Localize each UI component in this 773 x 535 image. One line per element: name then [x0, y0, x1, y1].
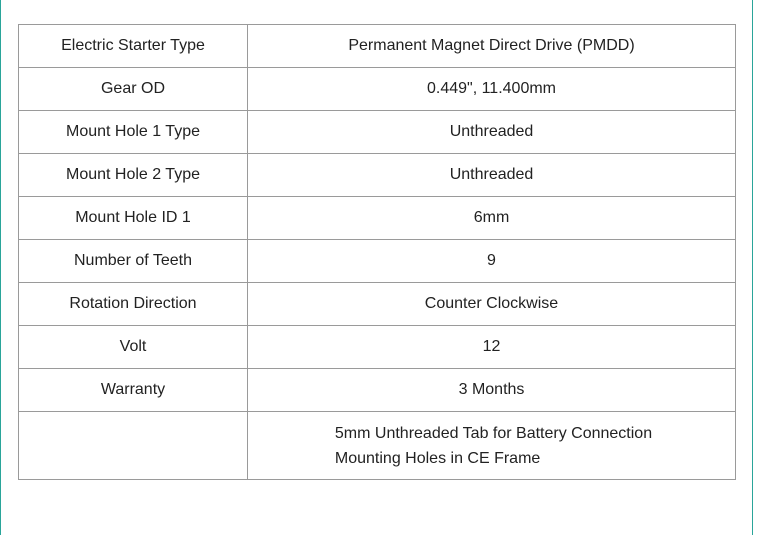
spec-value: 12: [248, 326, 736, 369]
specifications-table: [18, 24, 736, 480]
notes-label: [19, 412, 248, 480]
spec-value: 9: [248, 240, 736, 283]
note-line: 5mm Unthreaded Tab for Battery Connection: [334, 424, 653, 442]
spec-label: Mount Hole ID 1: [19, 197, 248, 240]
spec-label: Number of Teeth: [19, 240, 248, 283]
table-row: [19, 283, 736, 326]
spec-label: Rotation Direction: [19, 283, 248, 326]
spec-value: Unthreaded: [248, 154, 736, 197]
spec-label: Mount Hole 2 Type: [19, 154, 248, 197]
table-row: [19, 68, 736, 111]
spec-value: 0.449", 11.400mm: [248, 68, 736, 111]
spec-label: Volt: [19, 326, 248, 369]
spec-label: Electric Starter Type: [19, 25, 248, 68]
table-row: [19, 154, 736, 197]
spec-value: Permanent Magnet Direct Drive (PMDD): [248, 25, 736, 68]
table-row: [19, 240, 736, 283]
table-row: [19, 25, 736, 68]
notes-block: [331, 421, 652, 471]
table-row: [19, 369, 736, 412]
table-row: [19, 111, 736, 154]
spec-label: Warranty: [19, 369, 248, 412]
spec-label: Mount Hole 1 Type: [19, 111, 248, 154]
spec-value: Unthreaded: [248, 111, 736, 154]
notes-row: [19, 412, 736, 480]
note-line: Mounting Holes in CE Frame: [334, 449, 541, 467]
spec-value: Counter Clockwise: [248, 283, 736, 326]
table-row: [19, 197, 736, 240]
spec-label: Gear OD: [19, 68, 248, 111]
table-row: [19, 326, 736, 369]
spec-value: 6mm: [248, 197, 736, 240]
notes-value: [248, 412, 736, 480]
spec-value: 3 Months: [248, 369, 736, 412]
